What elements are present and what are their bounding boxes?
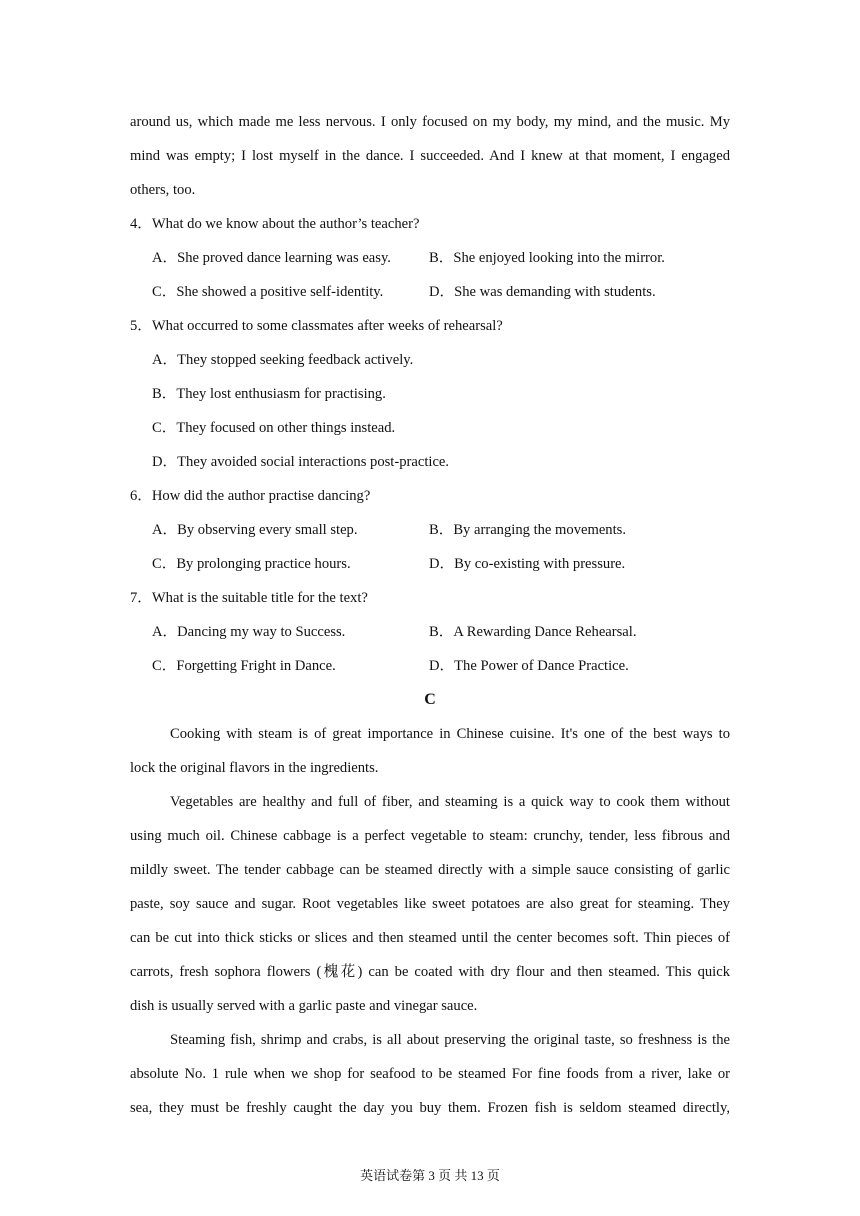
passage-c-para-3-line-2: absolute No. 1 rule when we shop for seafood to be steamed For fine foods from a river, lake or [130,1066,730,1082]
question-6-options-row-1 [130,513,730,547]
question-7-option-c: C．Forgetting Fright in Dance. [152,658,336,674]
passage-c-para-3-line-3: sea, they must be freshly caught the day you buy them. Frozen fish is seldom steamed directly, [130,1100,730,1116]
question-5-option-d: D．They avoided social interactions post-practice. [152,454,450,470]
question-7-options-row-1 [130,615,730,649]
question-5-option-a: A．They stopped seeking feedback actively. [152,352,414,368]
question-4-option-d: D．She was demanding with students. [429,284,656,300]
passage-c-para-1-line-2: lock the original flavors in the ingredients. [130,760,379,776]
passage-c-para-2-line-3: mildly sweet. The tender cabbage can be steamed directly with a simple sauce consisting of garlic [130,862,730,878]
question-4-options-row-1 [130,241,730,275]
question-4-option-a: A．She proved dance learning was easy. [152,250,391,266]
question-6-options-row-2 [130,547,730,581]
intro-line-3: others, too. [130,182,196,198]
question-7-option-b: B．A Rewarding Dance Rehearsal. [429,624,637,640]
question-4-stem: 4．What do we know about the author’s teacher? [130,216,420,232]
question-6-option-d: D．By co-existing with pressure. [429,556,626,572]
document-page [130,0,730,1125]
passage-c-para-2-line-2: using much oil. Chinese cabbage is a perfect vegetable to steam: crunchy, tender, less fibrous and [130,828,730,844]
question-7-option-d: D．The Power of Dance Practice. [429,658,629,674]
question-7-option-a: A．Dancing my way to Success. [152,624,346,640]
section-heading-c: C [424,691,436,708]
passage-c-para-2-line-6: carrots, fresh sophora flowers (槐花) can be coated with dry flour and then steamed. This quick [130,964,730,980]
question-6-option-b: B．By arranging the movements. [429,522,626,538]
intro-line-2: mind was empty; I lost myself in the dance. I succeeded. And I knew at that moment, I engaged [130,148,730,164]
passage-c-para-2-line-7: dish is usually served with a garlic paste and vinegar sauce. [130,998,478,1014]
passage-c-para-1-line-1: Cooking with steam is of great importance in Chinese cuisine. It's one of the best ways to [170,726,730,742]
passage-c-para-2-line-1: Vegetables are healthy and full of fiber, and steaming is a quick way to cook them without [170,794,730,810]
question-5-option-c: C．They focused on other things instead. [152,420,396,436]
intro-line-1: around us, which made me less nervous. I only focused on my body, my mind, and the music. My [130,114,730,130]
question-7-stem: 7．What is the suitable title for the text? [130,590,368,606]
page-footer: 英语试卷第 3 页 共 13 页 [360,1168,500,1183]
passage-c-para-3-line-1: Steaming fish, shrimp and crabs, is all about preserving the original taste, so freshness is the [170,1032,730,1048]
question-4-options-row-2 [130,275,730,309]
question-4-option-b: B．She enjoyed looking into the mirror. [429,250,665,266]
question-5-stem: 5．What occurred to some classmates after weeks of rehearsal? [130,318,503,334]
passage-c-para-2-line-4: paste, soy sauce and sugar. Root vegetables like sweet potatoes are also great for steaming. They [130,896,730,912]
question-5-option-b: B．They lost enthusiasm for practising. [152,386,386,402]
passage-c-para-2-line-5: can be cut into thick sticks or slices and then steamed until the center becomes soft. Thin pieces of [130,930,730,946]
question-4-option-c: C．She showed a positive self-identity. [152,284,384,300]
question-6-option-a: A．By observing every small step. [152,522,358,538]
question-6-option-c: C．By prolonging practice hours. [152,556,351,572]
question-7-options-row-2 [130,649,730,683]
question-6-stem: 6．How did the author practise dancing? [130,488,371,504]
